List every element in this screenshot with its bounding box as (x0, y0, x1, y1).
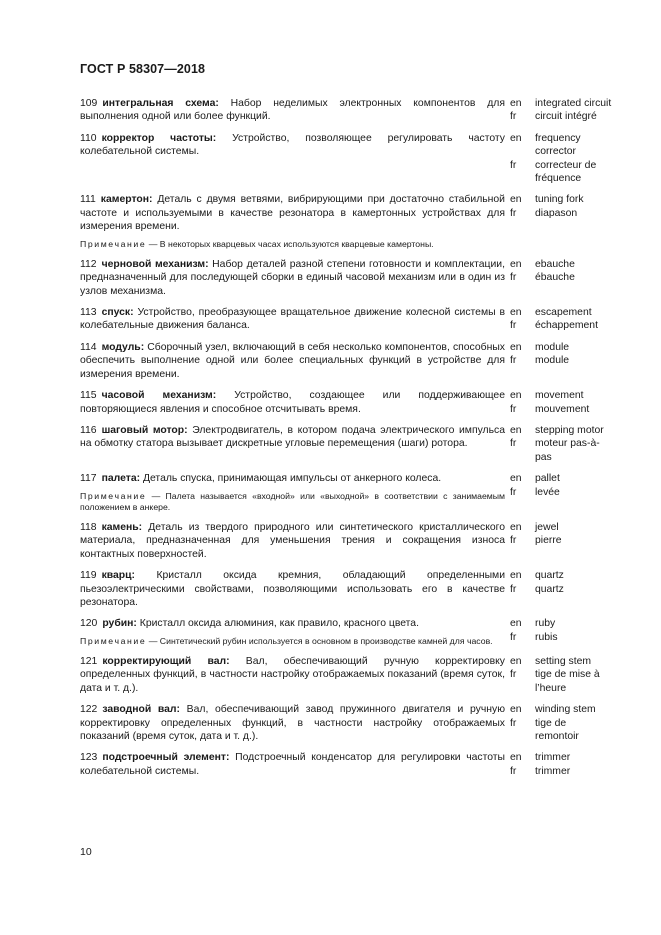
term-name: камертон: (100, 194, 153, 206)
translation-word: ébauche (535, 272, 575, 284)
translation-row (510, 472, 612, 485)
term-name: рубин: (102, 618, 137, 630)
term-note (80, 636, 505, 647)
translation-word: ebauche (535, 258, 575, 270)
translation-row (510, 319, 612, 332)
term-number: 117 (80, 473, 97, 485)
translation-word: levée (535, 486, 560, 498)
term-translations (505, 306, 612, 333)
term-entry (80, 751, 612, 778)
term-name: кварц: (101, 570, 136, 582)
page-header-standard: ГОСТ Р 58307—2018 (80, 62, 206, 76)
term-entry (80, 341, 612, 381)
translation-row (510, 521, 612, 534)
translation-word: movement (535, 390, 584, 402)
translation-row (510, 424, 612, 437)
language-code: fr (510, 320, 517, 332)
language-code: en (510, 132, 522, 144)
term-translations (505, 389, 612, 416)
language-code: en (510, 704, 522, 716)
term-definition (80, 617, 505, 647)
translation-word: trimmer (535, 752, 571, 764)
term-text: Деталь спуска, принимающая импульсы от анкерного колеса. (140, 473, 442, 485)
term-text: Подстроечный конденсатор для регулировки частоты колебательной системы. (80, 752, 506, 777)
translation-word: module (535, 355, 570, 367)
term-entry (80, 389, 612, 416)
language-code: en (510, 618, 522, 630)
term-number: 120 (80, 618, 98, 630)
language-code: fr (510, 486, 517, 498)
translation-row (510, 617, 612, 630)
translation-row (510, 110, 612, 123)
term-entry (80, 655, 612, 695)
term-text: Вал, обеспечивающий ручную корректировку определенных функций, в частности настройку отображаемых показаний (время суток, дата и т. д.). (80, 656, 505, 694)
translation-word: winding stem (535, 704, 596, 716)
note-text: — Синтетический рубин используется в основном в производстве камней для часов. (146, 635, 493, 646)
language-code: en (510, 307, 522, 319)
term-name: спуск: (101, 307, 134, 319)
term-definition (80, 424, 505, 464)
term-text: Кристалл оксида алюминия, как правило, красного цвета. (136, 618, 419, 630)
translation-row (510, 207, 612, 220)
language-code: fr (510, 272, 517, 284)
language-code: en (510, 656, 522, 667)
term-definition (80, 132, 505, 186)
term-definition (80, 569, 505, 609)
language-code: fr (510, 669, 517, 681)
translation-row (510, 306, 612, 319)
term-number: 119 (80, 570, 97, 582)
term-number: 115 (80, 390, 97, 402)
term-entry (80, 521, 612, 561)
translation-word: stepping motor (535, 424, 604, 436)
translation-word: tige de remontoir (535, 717, 579, 743)
term-translations (505, 472, 612, 513)
translation-word: rubis (535, 631, 558, 643)
translation-word: frequency corrector (535, 132, 581, 158)
language-code: en (510, 98, 522, 109)
term-name: подстроечный элемент: (102, 752, 230, 764)
term-definition (80, 655, 505, 695)
language-code: fr (510, 355, 517, 367)
term-name: шаговый мотор: (101, 424, 188, 436)
translation-row (510, 341, 612, 354)
term-number: 114 (80, 341, 97, 353)
translation-word: pierre (535, 535, 562, 547)
term-entry (80, 703, 612, 743)
translation-row (510, 751, 612, 764)
term-entry (80, 569, 612, 609)
page-number: 10 (80, 846, 92, 858)
term-name: корректирующий вал: (102, 656, 230, 667)
translation-row (510, 569, 612, 582)
translation-word: circuit intégré (535, 111, 597, 123)
term-translations (505, 751, 612, 778)
language-code: fr (510, 583, 517, 595)
note-label: Примечание (80, 490, 147, 501)
term-text: Вал, обеспечивающий завод пружинного двигателя и ручную корректировку определенных функций, в частности настройку отображаемых показаний (время суток, дата и т. д.). (80, 704, 505, 743)
term-name: черновой механизм: (101, 258, 209, 270)
term-definition (80, 521, 505, 561)
language-code: en (510, 194, 522, 206)
term-definition (80, 258, 505, 298)
language-code: fr (510, 207, 517, 219)
term-text: Кристалл оксида кремния, обладающий определенными пьезоэлектрическими свойствами, позволяющими использовать его в качестве резонатора. (80, 570, 505, 608)
term-translations (505, 193, 612, 249)
language-code: en (510, 424, 522, 436)
translation-row (510, 403, 612, 416)
translation-word: pallet (535, 473, 560, 485)
term-definition (80, 97, 505, 124)
term-name: корректор частоты: (101, 132, 217, 144)
term-translations (505, 569, 612, 609)
translation-word: quartz (535, 570, 564, 582)
language-code: fr (510, 765, 517, 777)
translation-row (510, 703, 612, 716)
term-text: Деталь с двумя ветвями, вибрирующими при достаточно стабильной частоте и используемыми в качестве резонатора в камертонных устройствах для измерения времени. (80, 194, 505, 233)
translation-row (510, 97, 612, 110)
term-definition (80, 193, 505, 249)
translation-row (510, 437, 612, 464)
term-text: Сборочный узел, включающий в себя несколько компонентов, способных обеспечить выполнение одной или более специальных функций в устройстве для измерения времени. (80, 341, 505, 380)
translation-row (510, 655, 612, 668)
language-code: en (510, 473, 522, 485)
translation-row (510, 534, 612, 547)
term-name: палета: (101, 473, 141, 485)
language-code: fr (510, 438, 517, 450)
translation-word: ruby (535, 618, 556, 630)
translation-row (510, 668, 612, 695)
translation-row (510, 132, 612, 159)
term-entry (80, 132, 612, 186)
term-definition (80, 472, 505, 513)
translation-word: mouvement (535, 403, 590, 415)
term-translations (505, 258, 612, 298)
translation-word: trimmer (535, 765, 571, 777)
term-entry (80, 193, 612, 249)
language-code: fr (510, 631, 517, 643)
translation-word: escapement (535, 307, 592, 319)
term-definition (80, 751, 505, 778)
term-name: часовой механизм: (101, 390, 217, 402)
note-label: Примечание (80, 635, 147, 646)
language-code: en (510, 390, 522, 402)
note-text: — Палета называется «входной» или «выходной» в соответствии с занимаемым положением в анкере. (80, 490, 505, 512)
translation-word: diapason (535, 207, 578, 219)
term-entry (80, 97, 612, 124)
translation-row (510, 271, 612, 284)
note-label: Примечание (80, 238, 147, 249)
language-code: fr (510, 111, 517, 123)
term-name: заводной вал: (102, 704, 180, 716)
translation-row (510, 159, 612, 186)
term-translations (505, 132, 612, 186)
translation-row (510, 583, 612, 596)
translation-word: jewel (535, 521, 559, 533)
term-entry (80, 258, 612, 298)
term-definition (80, 389, 505, 416)
language-code: en (510, 570, 522, 582)
term-translations (505, 703, 612, 743)
term-translations (505, 617, 612, 647)
term-text: Электродвигатель, в котором подача электрического импульса на обмотку статора вызывает дискретные угловые перемещения (шаги) ротора. (80, 424, 505, 450)
term-translations (505, 97, 612, 124)
translation-row (510, 717, 612, 744)
translation-row (510, 486, 612, 499)
term-text: Устройство, создающее или поддерживающее повторяющиеся явления и способное отсчитывать время. (80, 390, 505, 415)
translation-row (510, 765, 612, 778)
language-code: fr (510, 159, 517, 171)
term-entry (80, 424, 612, 464)
term-definition (80, 341, 505, 381)
term-entry (80, 472, 612, 513)
term-definition (80, 703, 505, 743)
term-text: Набор деталей разной степени готовности и комплектации, предназначенный для последующей сборки в единый часовой механизм или в один из узлов механизма. (80, 258, 505, 297)
translation-row (510, 631, 612, 644)
term-number: 110 (80, 132, 97, 144)
term-number: 116 (80, 424, 97, 436)
translation-word: tige de mise à l’heure (535, 669, 600, 694)
translation-row (510, 193, 612, 206)
translation-word: module (535, 341, 570, 353)
language-code: en (510, 258, 522, 270)
term-number: 109 (80, 98, 98, 109)
term-translations (505, 341, 612, 381)
translation-row (510, 389, 612, 402)
term-definition (80, 306, 505, 333)
term-translations (505, 424, 612, 464)
term-number: 113 (80, 307, 97, 319)
translation-row (510, 354, 612, 367)
term-name: интегральная схема: (102, 98, 219, 109)
language-code: fr (510, 403, 517, 415)
language-code: fr (510, 535, 517, 547)
term-entry (80, 617, 612, 647)
term-note (80, 491, 505, 513)
translation-word: moteur pas-à-pas (535, 438, 600, 463)
term-translations (505, 655, 612, 695)
language-code: en (510, 521, 522, 533)
term-number: 121 (80, 656, 98, 667)
translation-word: correcteur de fréquence (535, 159, 597, 185)
term-number: 123 (80, 752, 98, 764)
term-entry (80, 306, 612, 333)
term-translations (505, 521, 612, 561)
term-text: Набор неделимых электронных компонентов для выполнения одной или более функций. (80, 98, 505, 123)
translation-word: quartz (535, 583, 564, 595)
note-text: — В некоторых кварцевых часах используются кварцевые камертоны. (146, 238, 434, 249)
term-text: Деталь из твердого природного или синтетического кристаллического материала, предназначенная для уменьшения трения и сокращения износа контактных поверхностей. (80, 521, 505, 560)
term-number: 112 (80, 258, 97, 270)
term-number: 122 (80, 704, 98, 716)
terms-list (80, 97, 612, 786)
language-code: fr (510, 717, 517, 729)
translation-row (510, 258, 612, 271)
term-text: Устройство, преобразующее вращательное движение колесной системы в колебательные движения баланса. (80, 307, 505, 332)
language-code: en (510, 341, 522, 353)
term-number: 111 (80, 194, 96, 206)
translation-word: integrated circuit (535, 98, 612, 109)
term-name: камень: (101, 521, 143, 533)
translation-word: échappement (535, 320, 598, 332)
term-name: модуль: (101, 341, 145, 353)
term-note (80, 239, 505, 250)
language-code: en (510, 752, 522, 764)
translation-word: setting stem (535, 656, 592, 667)
translation-word: tuning fork (535, 194, 584, 206)
term-number: 118 (80, 521, 97, 533)
term-text: Устройство, позволяющее регулировать частоту колебательной системы. (80, 132, 505, 158)
